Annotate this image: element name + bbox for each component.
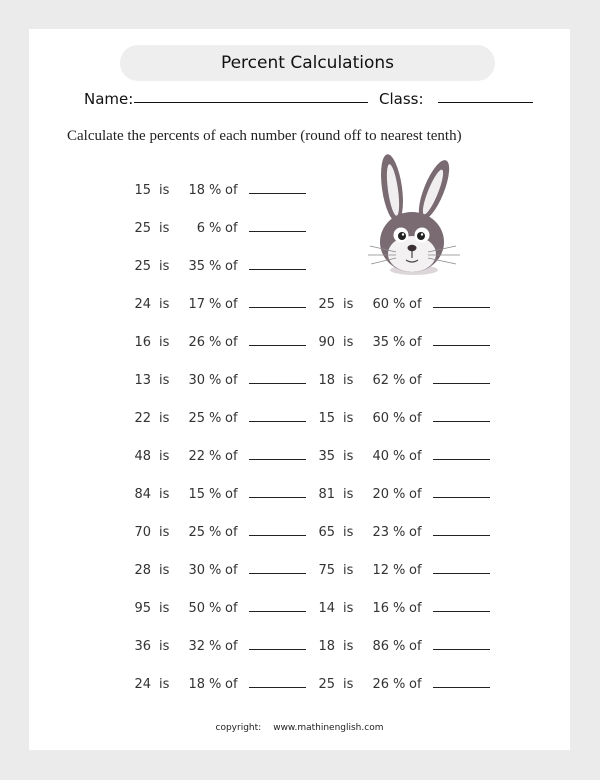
problem-row bbox=[129, 525, 309, 543]
problem-percent: 18 bbox=[188, 677, 205, 692]
percent-sign: % bbox=[393, 411, 406, 426]
problem-word-is: is bbox=[343, 639, 354, 654]
problem-row bbox=[313, 373, 493, 391]
problem-number: 48 bbox=[134, 449, 151, 464]
percent-sign: % bbox=[209, 411, 222, 426]
problem-number: 81 bbox=[318, 487, 335, 502]
name-field[interactable] bbox=[134, 102, 368, 103]
rabbit-icon bbox=[366, 150, 462, 278]
problem-word-of: of bbox=[225, 411, 238, 426]
problem-word-is: is bbox=[343, 563, 354, 578]
problem-word-is: is bbox=[159, 373, 170, 388]
percent-sign: % bbox=[209, 335, 222, 350]
problem-row bbox=[129, 259, 309, 277]
percent-sign: % bbox=[393, 563, 406, 578]
problem-row bbox=[313, 639, 493, 657]
problem-row bbox=[129, 335, 309, 353]
problem-word-is: is bbox=[159, 563, 170, 578]
problem-percent: 18 bbox=[188, 183, 205, 198]
instructions: Calculate the percents of each number (round off to nearest tenth) bbox=[67, 128, 462, 144]
problem-percent: 40 bbox=[372, 449, 389, 464]
problem-percent: 25 bbox=[188, 525, 205, 540]
percent-sign: % bbox=[393, 487, 406, 502]
problem-word-of: of bbox=[409, 525, 422, 540]
answer-blank[interactable] bbox=[249, 573, 306, 574]
website-link[interactable]: www.mathinenglish.com bbox=[273, 723, 384, 733]
percent-sign: % bbox=[393, 525, 406, 540]
answer-blank[interactable] bbox=[433, 459, 490, 460]
problem-percent: 32 bbox=[188, 639, 205, 654]
percent-sign: % bbox=[209, 183, 222, 198]
problem-percent: 6 bbox=[196, 221, 205, 236]
problem-percent: 30 bbox=[188, 373, 205, 388]
percent-sign: % bbox=[209, 449, 222, 464]
answer-blank[interactable] bbox=[249, 687, 306, 688]
percent-sign: % bbox=[209, 297, 222, 312]
answer-blank[interactable] bbox=[249, 383, 306, 384]
percent-sign: % bbox=[209, 563, 222, 578]
problem-word-of: of bbox=[225, 563, 238, 578]
problem-row bbox=[129, 183, 309, 201]
problem-percent: 26 bbox=[372, 677, 389, 692]
problem-word-of: of bbox=[225, 487, 238, 502]
problem-word-is: is bbox=[343, 411, 354, 426]
problem-percent: 16 bbox=[372, 601, 389, 616]
problem-number: 25 bbox=[134, 259, 151, 274]
problem-word-is: is bbox=[159, 601, 170, 616]
class-field[interactable] bbox=[438, 102, 533, 103]
problem-row bbox=[313, 335, 493, 353]
problem-percent: 12 bbox=[372, 563, 389, 578]
problem-number: 18 bbox=[318, 373, 335, 388]
problem-word-of: of bbox=[409, 563, 422, 578]
problem-word-is: is bbox=[343, 373, 354, 388]
problem-row bbox=[129, 297, 309, 315]
worksheet-title: Percent Calculations bbox=[120, 45, 495, 81]
problem-row bbox=[129, 487, 309, 505]
problem-word-is: is bbox=[159, 183, 170, 198]
problem-word-of: of bbox=[409, 639, 422, 654]
problem-word-is: is bbox=[159, 221, 170, 236]
percent-sign: % bbox=[209, 487, 222, 502]
problem-word-is: is bbox=[159, 335, 170, 350]
problem-percent: 35 bbox=[188, 259, 205, 274]
problem-row bbox=[129, 677, 309, 695]
problem-number: 28 bbox=[134, 563, 151, 578]
problem-number: 15 bbox=[318, 411, 335, 426]
problem-word-of: of bbox=[409, 601, 422, 616]
percent-sign: % bbox=[209, 221, 222, 236]
problem-percent: 50 bbox=[188, 601, 205, 616]
problem-word-of: of bbox=[409, 411, 422, 426]
percent-sign: % bbox=[393, 639, 406, 654]
copyright-label: copyright: bbox=[215, 723, 262, 733]
problem-word-is: is bbox=[159, 677, 170, 692]
problem-word-of: of bbox=[409, 487, 422, 502]
answer-blank[interactable] bbox=[433, 421, 490, 422]
answer-blank[interactable] bbox=[249, 345, 306, 346]
problem-percent: 60 bbox=[372, 411, 389, 426]
percent-sign: % bbox=[209, 601, 222, 616]
percent-sign: % bbox=[209, 677, 222, 692]
problem-percent: 26 bbox=[188, 335, 205, 350]
problem-word-is: is bbox=[343, 335, 354, 350]
problem-word-of: of bbox=[409, 677, 422, 692]
answer-blank[interactable] bbox=[249, 535, 306, 536]
answer-blank[interactable] bbox=[249, 459, 306, 460]
answer-blank[interactable] bbox=[249, 649, 306, 650]
class-label: Class: bbox=[379, 90, 424, 108]
percent-sign: % bbox=[209, 525, 222, 540]
problem-number: 22 bbox=[134, 411, 151, 426]
answer-blank[interactable] bbox=[433, 535, 490, 536]
problem-word-of: of bbox=[225, 335, 238, 350]
problem-word-of: of bbox=[225, 525, 238, 540]
answer-blank[interactable] bbox=[249, 231, 306, 232]
answer-blank[interactable] bbox=[249, 497, 306, 498]
problem-row bbox=[129, 221, 309, 239]
problem-percent: 15 bbox=[188, 487, 205, 502]
answer-blank[interactable] bbox=[433, 611, 490, 612]
answer-blank[interactable] bbox=[433, 497, 490, 498]
problem-number: 35 bbox=[318, 449, 335, 464]
answer-blank[interactable] bbox=[433, 307, 490, 308]
answer-blank[interactable] bbox=[249, 193, 306, 194]
problem-number: 75 bbox=[318, 563, 335, 578]
answer-blank[interactable] bbox=[433, 687, 490, 688]
percent-sign: % bbox=[393, 601, 406, 616]
problem-word-of: of bbox=[225, 259, 238, 274]
percent-sign: % bbox=[393, 449, 406, 464]
problem-word-of: of bbox=[409, 373, 422, 388]
problem-number: 24 bbox=[134, 297, 151, 312]
problem-word-is: is bbox=[159, 525, 170, 540]
problem-percent: 30 bbox=[188, 563, 205, 578]
percent-sign: % bbox=[393, 297, 406, 312]
problem-percent: 23 bbox=[372, 525, 389, 540]
problem-word-is: is bbox=[343, 297, 354, 312]
problem-number: 25 bbox=[318, 677, 335, 692]
problem-number: 25 bbox=[318, 297, 335, 312]
problem-number: 16 bbox=[134, 335, 151, 350]
problem-row bbox=[313, 601, 493, 619]
percent-sign: % bbox=[209, 259, 222, 274]
problem-word-is: is bbox=[159, 411, 170, 426]
problem-row bbox=[313, 449, 493, 467]
problem-number: 14 bbox=[318, 601, 335, 616]
problem-word-of: of bbox=[409, 297, 422, 312]
footer bbox=[29, 723, 570, 733]
problem-percent: 20 bbox=[372, 487, 389, 502]
percent-sign: % bbox=[209, 639, 222, 654]
problem-row bbox=[129, 411, 309, 429]
problem-word-is: is bbox=[159, 487, 170, 502]
problem-word-is: is bbox=[343, 487, 354, 502]
problem-percent: 86 bbox=[372, 639, 389, 654]
problem-number: 24 bbox=[134, 677, 151, 692]
answer-blank[interactable] bbox=[249, 307, 306, 308]
problem-percent: 35 bbox=[372, 335, 389, 350]
problem-word-is: is bbox=[343, 601, 354, 616]
problem-word-is: is bbox=[159, 297, 170, 312]
problem-word-is: is bbox=[159, 259, 170, 274]
problem-row bbox=[129, 601, 309, 619]
problem-row bbox=[129, 639, 309, 657]
problem-row bbox=[313, 487, 493, 505]
answer-blank[interactable] bbox=[249, 269, 306, 270]
problem-number: 15 bbox=[134, 183, 151, 198]
problem-word-of: of bbox=[225, 297, 238, 312]
problem-word-of: of bbox=[409, 449, 422, 464]
problem-word-of: of bbox=[409, 335, 422, 350]
problem-percent: 25 bbox=[188, 411, 205, 426]
problem-row bbox=[313, 411, 493, 429]
percent-sign: % bbox=[393, 335, 406, 350]
problem-number: 36 bbox=[134, 639, 151, 654]
problem-word-is: is bbox=[159, 449, 170, 464]
problem-number: 18 bbox=[318, 639, 335, 654]
problem-number: 65 bbox=[318, 525, 335, 540]
problem-row bbox=[129, 563, 309, 581]
problem-number: 70 bbox=[134, 525, 151, 540]
percent-sign: % bbox=[209, 373, 222, 388]
problem-percent: 62 bbox=[372, 373, 389, 388]
problem-percent: 17 bbox=[188, 297, 205, 312]
problem-row bbox=[129, 449, 309, 467]
problem-row bbox=[313, 297, 493, 315]
answer-blank[interactable] bbox=[249, 611, 306, 612]
problem-percent: 60 bbox=[372, 297, 389, 312]
problem-number: 95 bbox=[134, 601, 151, 616]
problem-row bbox=[313, 677, 493, 695]
percent-sign: % bbox=[393, 677, 406, 692]
answer-blank[interactable] bbox=[433, 649, 490, 650]
problem-word-of: of bbox=[225, 373, 238, 388]
problem-word-of: of bbox=[225, 639, 238, 654]
problem-word-is: is bbox=[159, 639, 170, 654]
problem-word-is: is bbox=[343, 449, 354, 464]
answer-blank[interactable] bbox=[433, 383, 490, 384]
answer-blank[interactable] bbox=[433, 573, 490, 574]
problem-number: 90 bbox=[318, 335, 335, 350]
answer-blank[interactable] bbox=[433, 345, 490, 346]
problem-number: 84 bbox=[134, 487, 151, 502]
problem-row bbox=[313, 525, 493, 543]
problem-number: 13 bbox=[134, 373, 151, 388]
problem-word-is: is bbox=[343, 525, 354, 540]
problem-row bbox=[313, 563, 493, 581]
answer-blank[interactable] bbox=[249, 421, 306, 422]
problem-percent: 22 bbox=[188, 449, 205, 464]
percent-sign: % bbox=[393, 373, 406, 388]
name-label: Name: bbox=[84, 90, 134, 108]
problem-word-of: of bbox=[225, 221, 238, 236]
problem-row bbox=[129, 373, 309, 391]
problem-number: 25 bbox=[134, 221, 151, 236]
problem-word-of: of bbox=[225, 449, 238, 464]
problem-word-of: of bbox=[225, 677, 238, 692]
problem-word-is: is bbox=[343, 677, 354, 692]
worksheet bbox=[29, 29, 570, 750]
problem-word-of: of bbox=[225, 601, 238, 616]
problem-word-of: of bbox=[225, 183, 238, 198]
